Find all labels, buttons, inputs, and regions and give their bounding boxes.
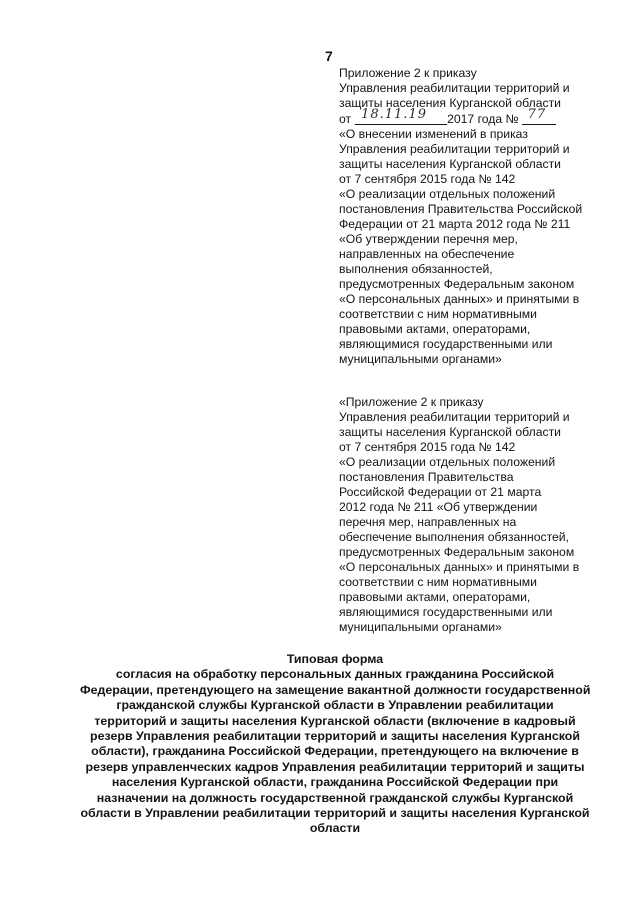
date-prefix: от <box>339 112 352 126</box>
annex-line: «О персональных данных» и принятыми в <box>339 292 580 306</box>
annex-line: защиты населения Курганской области <box>339 157 561 171</box>
handwritten-date: 18.11.19 <box>361 107 427 122</box>
annex-line: муниципальными органами» <box>339 620 502 634</box>
annex-line: перечня мер, направленных на <box>339 515 517 529</box>
annex-line: соответствии с ним нормативными <box>339 575 537 589</box>
form-title-line: резерв управленческих кадров Управления реабилитации территорий и защиты <box>85 759 585 774</box>
consent-form-title <box>80 652 590 837</box>
annex-line: предусмотренных Федеральным законом <box>339 545 575 559</box>
date-blank <box>355 107 447 125</box>
handwritten-number: 77 <box>527 107 547 122</box>
annex-line: обеспечение выполнения обязанностей, <box>339 530 569 544</box>
annex-line: Управления реабилитации территорий и <box>339 81 570 95</box>
annex-line: Федерации от 21 марта 2012 года № 211 <box>339 217 571 231</box>
annex-line: «О реализации отдельных положений <box>339 455 556 469</box>
annex-line: являющимися государственными или <box>339 337 553 351</box>
annex-line: «Об утверждении перечня мер, <box>339 232 518 246</box>
annex-line: от 7 сентября 2015 года № 142 <box>339 172 516 186</box>
annex-line: Российской Федерации от 21 марта <box>339 485 542 499</box>
annex-line: Управления реабилитации территорий и <box>339 410 570 424</box>
form-heading: Типовая форма <box>286 652 384 666</box>
annex-line: «О реализации отдельных положений <box>339 187 556 201</box>
form-title-line: области в Управлении реабилитации территорий и защиты населения Курганской <box>80 806 590 821</box>
year-text: 2017 года № <box>447 112 519 126</box>
annex-line: «О персональных данных» и принятыми в <box>339 560 580 574</box>
annex-line: являющимися государственными или <box>339 605 553 619</box>
annex-previous-order <box>339 395 614 635</box>
form-title-line: гражданской службы Курганской области в Управлении реабилитации <box>116 698 554 713</box>
annex-line: муниципальными органами» <box>339 352 502 366</box>
annex-line: направленных на обеспечение <box>339 247 515 261</box>
number-blank <box>522 107 556 125</box>
annex-line: Управления реабилитации территорий и <box>339 142 570 156</box>
annex-line: «Приложение 2 к приказу <box>339 395 484 409</box>
annex-line: «О внесении изменений в приказ <box>339 127 528 141</box>
annex-line: от 7 сентября 2015 года № 142 <box>339 440 516 454</box>
form-title-line: населения Курганской области, гражданина Российской Федерации при <box>111 775 559 790</box>
form-title-line: согласия на обработку персональных данных гражданина Российской <box>115 667 555 682</box>
annex-line: правовыми актами, операторами, <box>339 322 531 336</box>
order-date-line <box>339 107 614 127</box>
annex-line: предусмотренных Федеральным законом <box>339 277 575 291</box>
annex-line: постановления Правительства Российской <box>339 202 583 216</box>
form-title-line: назначении на должность государственной гражданской службы Курганской <box>96 790 574 805</box>
form-title-line: Федерации, претендующего на замещение вакантной должности государственной <box>80 682 591 697</box>
page-number: 7 <box>325 48 333 64</box>
form-title-line: области <box>309 821 361 836</box>
annex-line: 2012 года № 211 «Об утверждении <box>339 500 538 514</box>
annex-line: постановления Правительства <box>339 470 514 484</box>
annex-current-order <box>339 66 614 367</box>
form-title-line: области), гражданина Российской Федерации, претендующего на включение в <box>91 744 579 759</box>
annex-line: правовыми актами, операторами, <box>339 590 531 604</box>
annex-line: выполнения обязанностей, <box>339 262 493 276</box>
annex-line: Приложение 2 к приказу <box>339 66 477 80</box>
annex-line: соответствии с ним нормативными <box>339 307 537 321</box>
form-title-line: резерв Управления реабилитации территорий и защиты населения Курганской <box>90 729 580 744</box>
annex-line: защиты населения Курганской области <box>339 425 561 439</box>
form-title-line: территорий и защиты населения Курганской области (включение в кадровый <box>94 713 576 728</box>
annex-line: защиты населения Курганской области <box>339 96 561 110</box>
